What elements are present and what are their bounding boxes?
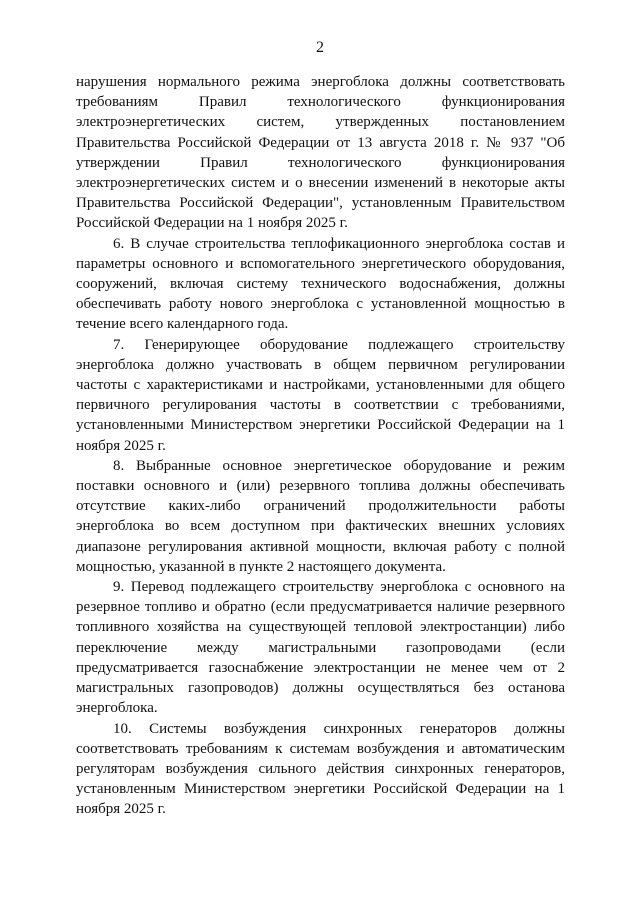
paragraph-continuation: нарушения нормального режима энергоблока должны соответствовать требованиям Правил технологического функционирования электроэнергетических систем, утвержденных постановлением Правительства Российской Федерации от 13 августа 2018 г. № 937 "Об утверждении Правил технологического функционирования электроэнергетических систем и о внесении изменений в некоторые акты Правительства Российской Федерации", установленным Правительством Российской Федерации на 1 ноября 2025 г.	[76, 74, 565, 232]
paragraph-item-7: 7. Генерирующее оборудование подлежащего строительству энергоблока должно участвовать в общем первичном регулировании частоты с характеристиками и настройками, установленными для общего первичного регулирования частоты в соответствии с требованиями, установленными Министерством энергетики Российской Федерации на 1 ноября 2025 г.	[76, 336, 565, 454]
paragraph-item-6: 6. В случае строительства теплофикационного энергоблока состав и параметры основного и вспомогательного энергетического оборудования, сооружений, включая систему технического водоснабжения, должны обеспечивать работу нового энергоблока с установленной мощностью в течение всего календарного года.	[76, 235, 565, 333]
paragraph-item-8: 8. Выбранные основное энергетическое оборудование и режим поставки основного и (или) резервного топлива должны обеспечивать отсутствие каких-либо ограничений продолжительности работы энергоблока во всем доступном при фактических внешних условиях диапазоне регулирования активной мощности, включая работу с полной мощностью, указанной в пункте 2 настоящего документа.	[76, 457, 565, 575]
document-body	[76, 72, 565, 820]
paragraph-item-10: 10. Системы возбуждения синхронных генераторов должны соответствовать требованиям к системам возбуждения и автоматическим регуляторам возбуждения сильного действия синхронных генераторов, установленным Министерством энергетики Российской Федерации на 1 ноября 2025 г.	[76, 720, 565, 818]
paragraph-item-9: 9. Перевод подлежащего строительству энергоблока с основного на резервное топливо и обратно (если предусматривается наличие резервного топливного хозяйства на существующей тепловой электростанции) либо переключение между магистральными газопроводами (если предусматривается газоснабжение электростанции не менее чем от 2 магистральных газопроводов) должны осуществляться без останова энергоблока.	[76, 579, 565, 717]
page-number: 2	[316, 39, 324, 56]
